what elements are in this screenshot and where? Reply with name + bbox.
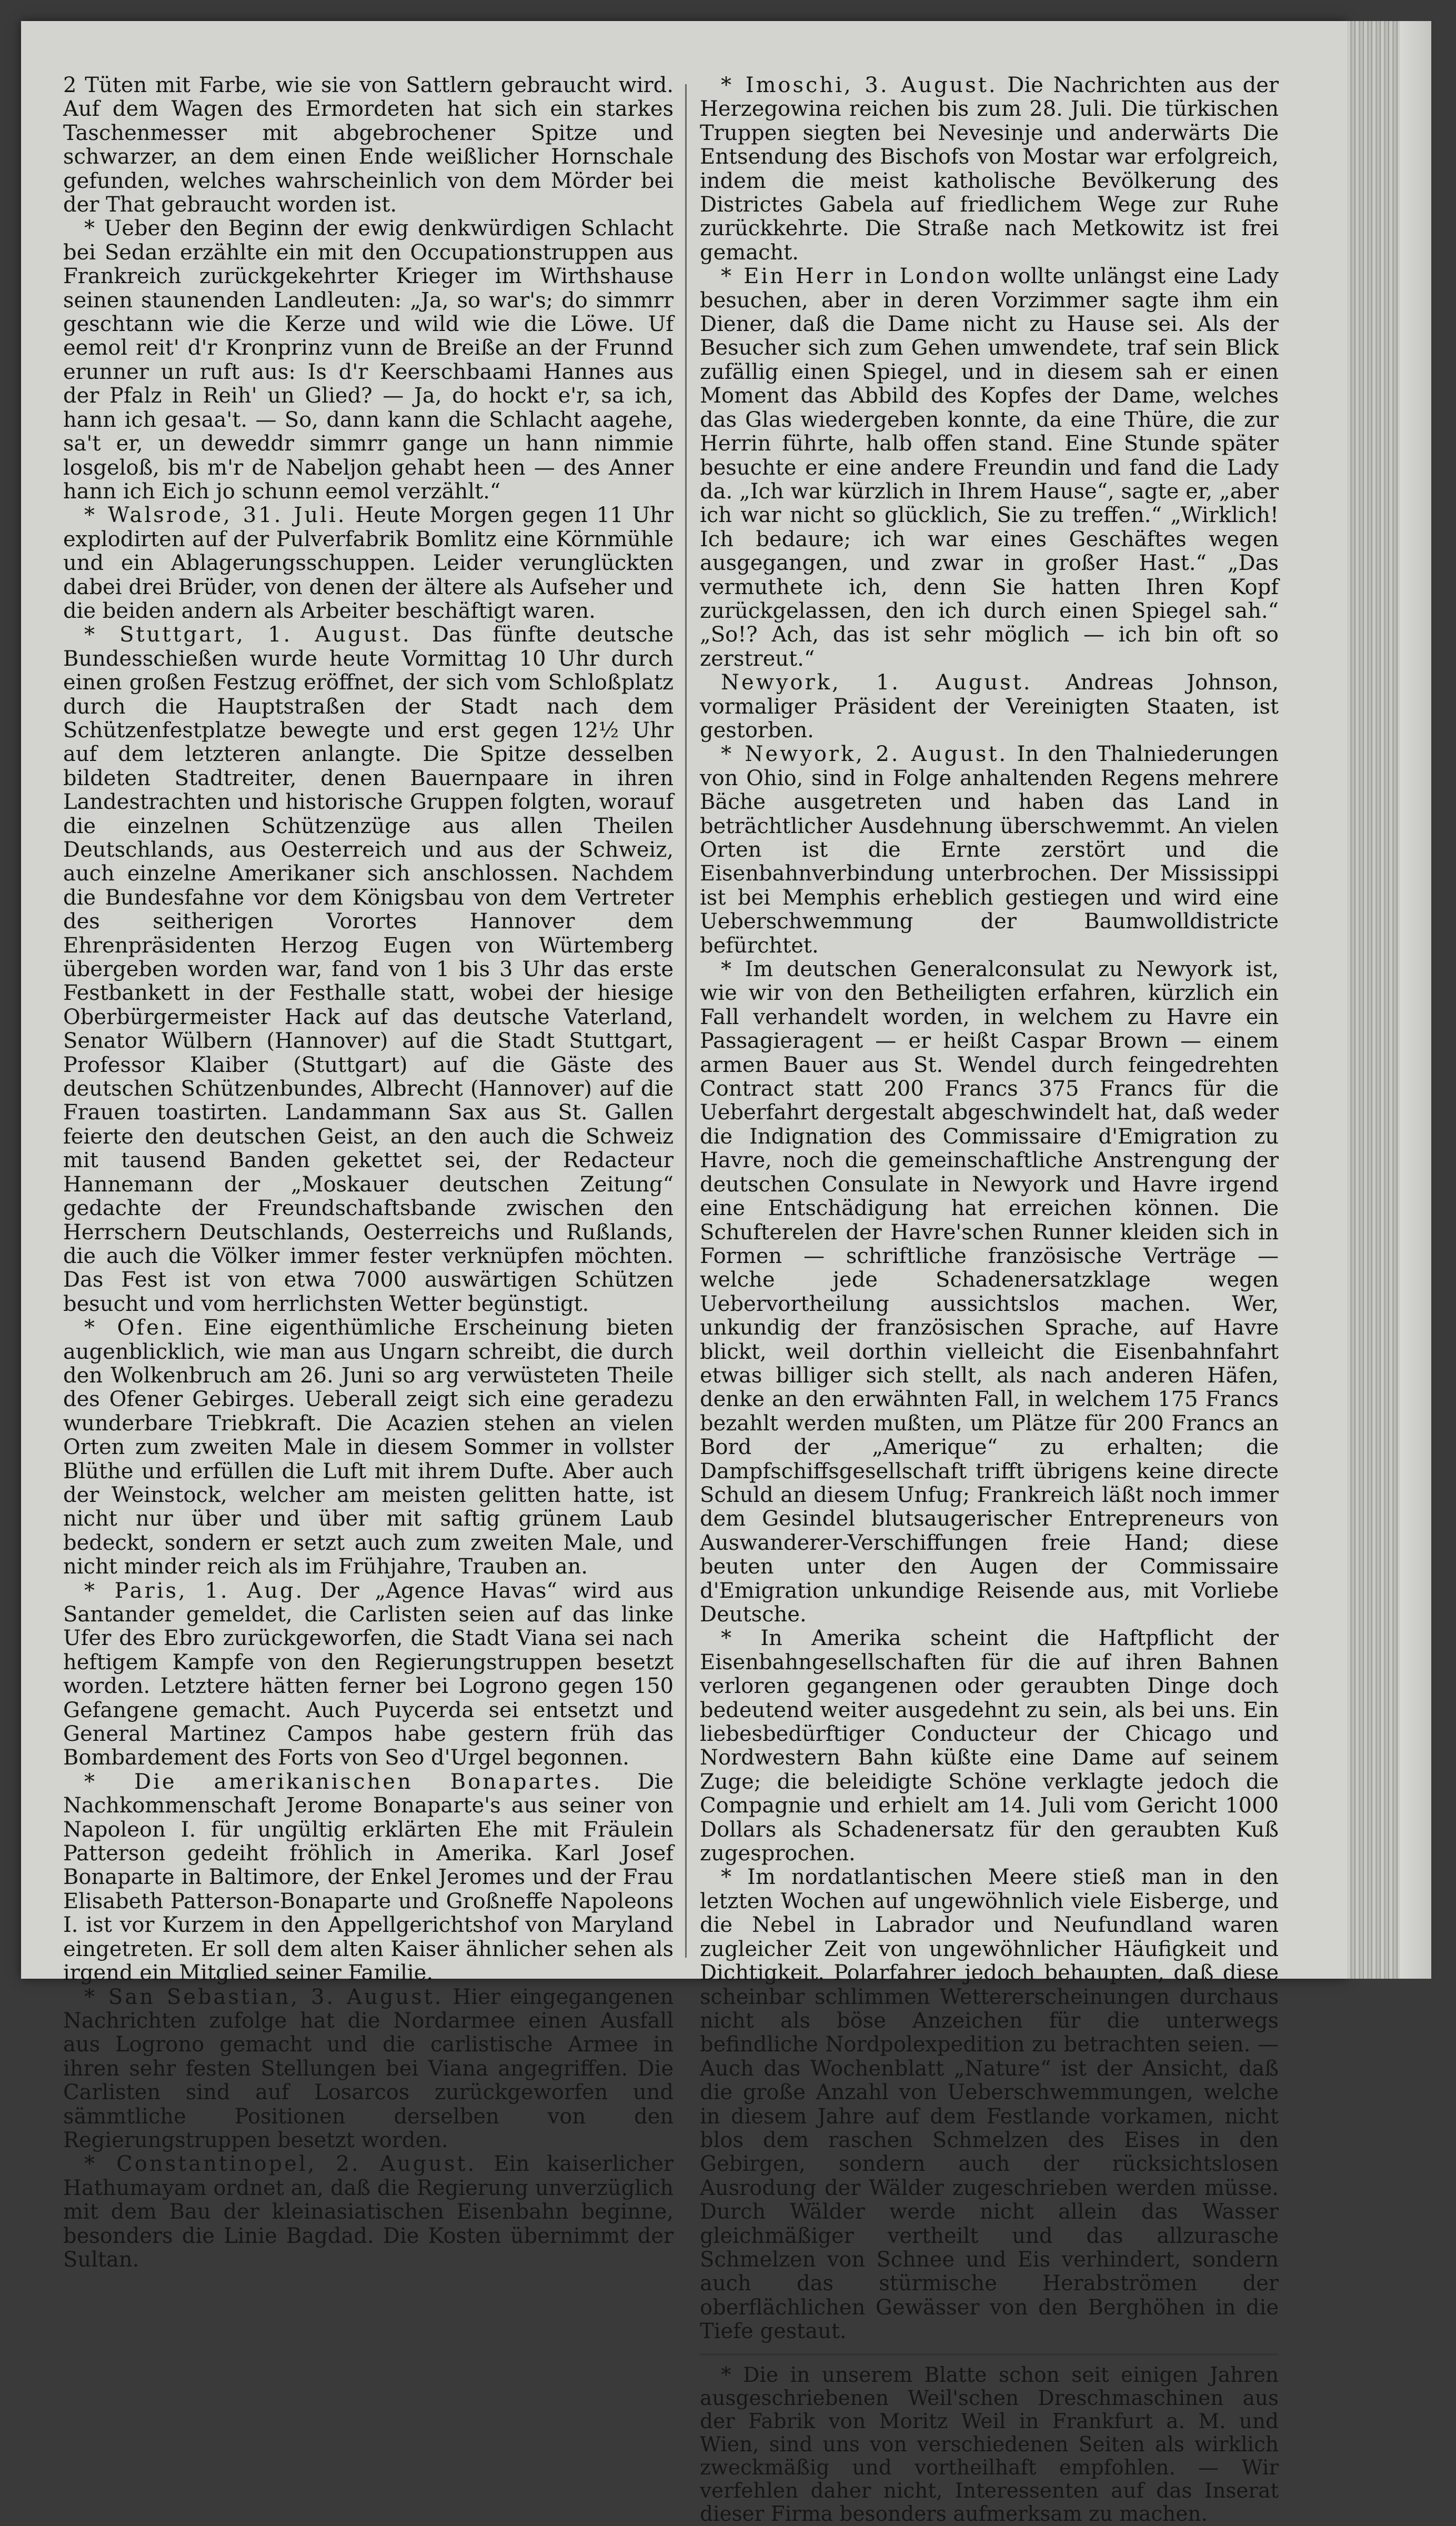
article: * Im deutschen Generalconsulat zu Newyork ist, wie wir von den Betheiligten erfahren, kürzlich ein Fall verhandelt worden, in welchem zu Havre ein Passagieragent — er heißt Caspar Brown — einem armen Bauer aus St. Wendel durch feingedrehten Contract statt 200 Francs 375 Francs für die Ueberfahrt dergestalt abgeschwindelt hat, daß weder die Indignation des Commissaire d'Emigration zu Havre, noch die gemeinschaftliche Anstrengung der deutschen Consulate in Newyork und Havre irgend eine Entschädigung hat erreichen können. Die Schufterelen der Havre'schen Runner kleiden sich in Formen — schriftliche französische Verträge — welche jede Schadenersatzklage wegen Uebervortheilung aussichtslos machen. Wer, unkundig der französischen Sprache, auf Havre blickt, weil dorthin vielleicht die Eisenbahnfahrt etwas billiger sich stellt, als nach anderen Häfen, denke an den erwähnten Fall, in welchem 175 Francs bezahlt werden mußten, um Plätze für 200 Francs an Bord der „Amerique“ zu erhalten; die Dampfschiffsgesellschaft trifft übrigens keine directe Schuld an diesem Unfug; Frankreich läßt noch immer dem Gesindel blutsaugerischer Entrepreneurs von Auswanderer-Verschiffungen freie Hand; diese beuten unter den Augen der Commissaire d'Emigration unkundige Reisende aus, mit Vorliebe Deutsche.: [700, 957, 1279, 1627]
article-heading: * Imoschi, 3. August.: [721, 73, 998, 97]
article-heading: * Newyork, 2. August.: [721, 742, 1008, 767]
article: 2 Tüten mit Farbe, wie sie von Sattlern gebraucht wird. Auf dem Wagen des Ermordeten hat sich ein starkes Taschenmesser mit abgebrochener Spitze und schwarzer, an dem einen Ende weißlicher Hornschale gefunden, welches wahrscheinlich von dem Mörder bei der That gebraucht worden ist.: [63, 73, 674, 217]
article: * Stuttgart, 1. August. Das fünfte deutsche Bundesschießen wurde heute Vormittag 10 Uhr durch einen großen Festzug eröffnet, der sich vom Schloßplatz durch die Hauptstraßen der Stadt nach dem Schützenfestplatze bewegte und erst gegen 12½ Uhr auf dem letzteren anlangte. Die Spitze desselben bildeten Stadtreiter, denen Bauernpaare in ihren Landestrachten und historische Gruppen folgten, worauf die einzelnen Schützenzüge aus allen Theilen Deutschlands, aus Oesterreich und aus der Schweiz, auch einzelne Amerikaner sich anschlossen. Nachdem die Bundesfahne vor dem Königsbau von dem Vertreter des seitherigen Vorortes Hannover dem Ehrenpräsidenten Herzog Eugen von Würtemberg übergeben worden war, fand von 1 bis 3 Uhr das erste Festbankett in der Festhalle statt, wobei der hiesige Oberbürgermeister Hack auf das deutsche Vaterland, Senator Wülbern (Hannover) auf die Stadt Stuttgart, Professor Klaiber (Stuttgart) auf die Gäste des deutschen Schützenbundes, Albrecht (Hannover) auf die Frauen toastirten. Landammann Sax aus St. Gallen feierte den deutschen Geist, an den auch die Schweiz mit tausend Banden gekettet sei, der Redacteur Hannemann der „Moskauer deutschen Zeitung“ gedachte der Freundschaftsbande zwischen den Herrschern Deutschlands, Oesterreichs und Rußlands, die auch die Völker immer fester verknüpfen möchten. Das Fest ist von etwa 7000 auswärtigen Schützen besucht und vom herrlichsten Wetter begünstigt.: [63, 623, 674, 1316]
article: * Im nordatlantischen Meere stieß man in den letzten Wochen auf ungewöhnlich viele Eisberge, und die Nebel in Labrador und Neufundland waren zugleicher Zeit von ungewöhnlicher Häufigkeit und Dichtigkeit. Polarfahrer jedoch behaupten, daß diese scheinbar schlimmen Wettererscheinungen durchaus nicht als böse Anzeichen für die unterwegs befindliche Nordpolexpedition zu betrachten seien. — Auch das Wochenblatt „Nature“ ist der Ansicht, daß die große Anzahl von Ueberschwemmungen, welche in diesem Jahre auf dem Festlande vorkamen, nicht blos dem raschen Schmelzen des Eises in den Gebirgen, sondern auch der rücksichtslosen Ausrodung der Wälder zugeschrieben werden müsse. Durch Wälder werde nicht allein das Wasser gleichmäßiger vertheilt und das allzurasche Schmelzen von Schnee und Eis verhindert, sondern auch das stürmische Herabströmen der oberflächlichen Gewässer von den Berghöhen in die Tiefe gestaut.: [700, 1865, 1279, 2344]
article-heading: * Stuttgart, 1. August.: [84, 623, 411, 647]
article-heading: * Ofen.: [84, 1316, 186, 1340]
newspaper-page: [21, 21, 1347, 2526]
article: * Paris, 1. Aug. Der „Agence Havas“ wird aus Santander gemeldet, die Carlisten seien auf das linke Ufer des Ebro zurückgeworfen, die Stadt Viana sei nach heftigem Kampfe von den Regierungstruppen besetzt worden. Letztere hätten ferner bei Logrono gegen 150 Gefangene gemacht. Auch Puycerda sei entsetzt und General Martinez Campos habe gestern früh das Bombardement des Forts von Seo d'Urgel begonnen.: [63, 1578, 674, 1770]
article: * Imoschi, 3. August. Die Nachrichten aus der Herzegowina reichen bis zum 28. Juli. Die türkischen Truppen siegten bei Nevesinje und anderwärts Die Entsendung des Bischofs von Mostar war erfolgreich, indem die meist katholische Bevölkerung des Districtes Gabela auf friedlichem Wege zur Ruhe zurückkehrte. Die Straße nach Metkowitz ist frei gemacht.: [700, 73, 1279, 265]
article: Newyork, 1. August. Andreas Johnson, vormaliger Präsident der Vereinigten Staaten, ist gestorben.: [700, 670, 1279, 743]
article: * Ofen. Eine eigenthümliche Erscheinung bieten augenblicklich, wie man aus Ungarn schreibt, die durch den Wolkenbruch am 26. Juni so arg verwüsteten Theile des Ofener Gebirges. Ueberall zeigt sich eine geradezu wunderbare Triebkraft. Die Acazien stehen an vielen Orten zum zweiten Male in diesem Sommer in vollster Blüthe und erfüllen die Luft mit ihrem Dufte. Aber auch der Weinstock, welcher am meisten gelitten hatte, ist nicht nur über und über mit saftig grünem Laub bedeckt, sondern er setzt auch zum zweiten Male, und nicht minder reich als im Frühjahre, Trauben an.: [63, 1316, 674, 1579]
article-heading: * Paris, 1. Aug.: [84, 1578, 305, 1603]
right-column: [700, 74, 1279, 2526]
article-heading: * Die amerikanischen Bonapartes.: [84, 1769, 603, 1794]
article-heading: Newyork, 1. August.: [721, 670, 1032, 695]
column-divider: [685, 84, 687, 1958]
article: * Constantinopel, 2. August. Ein kaiserlicher Hathumayam ordnet an, daß die Regierung unverzüglich mit dem Bau der kleinasiatischen Eisenbahn beginne, besonders die Linie Bagdad. Die Kosten übernimmt der Sultan.: [63, 2152, 674, 2272]
article: * Walsrode, 31. Juli. Heute Morgen gegen 11 Uhr explodirten auf der Pulverfabrik Bomlitz eine Körnmühle und ein Ablagerungsschuppen. Leider verunglückten dabei drei Brüder, von denen der ältere als Aufseher und die beiden andern als Arbeiter beschäftigt waren.: [63, 503, 674, 623]
article: * Ueber den Beginn der ewig denkwürdigen Schlacht bei Sedan erzählte ein mit den Occupationstruppen aus Frankreich zurückgekehrter Krieger im Wirthshause seinen staunenden Landleuten: „Ja, so war's; do simmrr geschtann wie die Kerze und wild wie die Löwe. Uf eemol reit' d'r Kronprinz vunn de Breiße an der Frunnd erunner un ruft aus: Is d'r Keerschbaami Hannes aus der Pfalz in Reih' un Glied? — Ja, do hockt e'r, sa ich, hann ich gesaa't. — So, dann kann die Schlacht aagehe, sa't er, un deweddr simmrr gange un hann nimmie losgeloß, bis m'r de Nabeljon gehabt heen — des Anner hann ich Eich jo schunn eemol verzählt.“: [63, 216, 674, 504]
article-heading: * Ein Herr in London: [721, 264, 992, 289]
article: * San Sebastian, 3. August. Hier eingegangenen Nachrichten zufolge hat die Nordarmee einen Ausfall aus Logrono gemacht und die carlistische Armee in ihren sehr festen Stellungen bei Viana angegriffen. Die Carlisten sind auf Losarcos zurückgeworfen und sämmtliche Positionen derselben von den Regierungstruppen besetzt worden.: [63, 1984, 674, 2152]
book-page-edges: [1347, 21, 1431, 1979]
article: * Die amerikanischen Bonapartes. Die Nachkommenschaft Jerome Bonaparte's aus seiner von Napoleon I. für ungültig erklärten Ehe mit Fräulein Patterson gedeiht fröhlich in Amerika. Karl Josef Bonaparte in Baltimore, der Enkel Jeromes und der Frau Elisabeth Patterson-Bonaparte und Großneffe Napoleons I. ist vor Kurzem in den Appellgerichtshof von Maryland eingetreten. Er soll dem alten Kaiser ähnlicher sehen als irgend ein Mitglied seiner Familie.: [63, 1769, 674, 1986]
article: * Ein Herr in London wollte unlängst eine Lady besuchen, aber in deren Vorzimmer sagte ihm ein Diener, daß die Dame nicht zu Hause sei. Als der Besucher sich zum Gehen umwendete, traf sein Blick zufällig einen Spiegel, und in diesem sah er einen Moment das Abbild des Kopfes der Dame, welches das Glas wiedergeben konnte, da eine Thüre, die zur Herrin führte, halb offen stand. Eine Stunde später besuchte er eine andere Freundin und fand die Lady da. „Ich war kürzlich in Ihrem Hause“, sagte er, „aber ich war nicht so glücklich, Sie zu treffen.“ „Wirklich! Ich bedaure; ich war eines Geschäftes wegen ausgegangen, und zwar in großer Hast.“ „Das vermuthete ich, denn Sie hatten Ihren Kopf zurückgelassen, den ich durch einen Spiegel sah.“ „So!? Ach, das ist sehr möglich — ich bin oft so zerstreut.“: [700, 264, 1279, 671]
footnote-rule: [700, 2353, 1279, 2355]
footnote: * Die in unserem Blatte schon seit einigen Jahren ausgeschriebenen Weil'schen Dreschmaschinen aus der Fabrik von Moritz Weil in Frankfurt a. M. und Wien, sind uns von verschiedenen Seiten als wirklich zweckmäßig und vortheilhaft empfohlen. — Wir verfehlen daher nicht, Interessenten auf das Inserat dieser Firma besonders aufmerksam zu machen.: [700, 2363, 1279, 2526]
article-heading: * San Sebastian, 3. August.: [84, 1984, 444, 2009]
left-column: [63, 74, 674, 2272]
article: * In Amerika scheint die Haftpflicht der Eisenbahngesellschaften für die auf ihren Bahnen verloren gegangenen oder geraubten Dinge doch bedeutend weiter ausgedehnt zu sein, als bei uns. Ein liebesbedürftiger Conducteur der Chicago und Nordwestern Bahn küßte eine Dame auf seinem Zuge; die beleidigte Schöne verklagte jedoch die Compagnie und erhielt am 14. Juli vom Gericht 1000 Dollars als Schadenersatz für den geraubten Kuß zugesprochen.: [700, 1626, 1279, 1866]
article: * Newyork, 2. August. In den Thalniederungen von Ohio, sind in Folge anhaltenden Regens mehrere Bäche ausgetreten und haben das Land in beträchtlicher Ausdehnung überschwemmt. An vielen Orten ist die Ernte zerstört und die Eisenbahnverbindung unterbrochen. Der Mississippi ist bei Memphis erheblich gestiegen und wird eine Ueberschwemmung der Baumwolldistricte befürchtet.: [700, 742, 1279, 958]
article-heading: * Constantinopel, 2. August.: [84, 2152, 477, 2177]
article-heading: * Walsrode, 31. Juli.: [84, 503, 347, 528]
